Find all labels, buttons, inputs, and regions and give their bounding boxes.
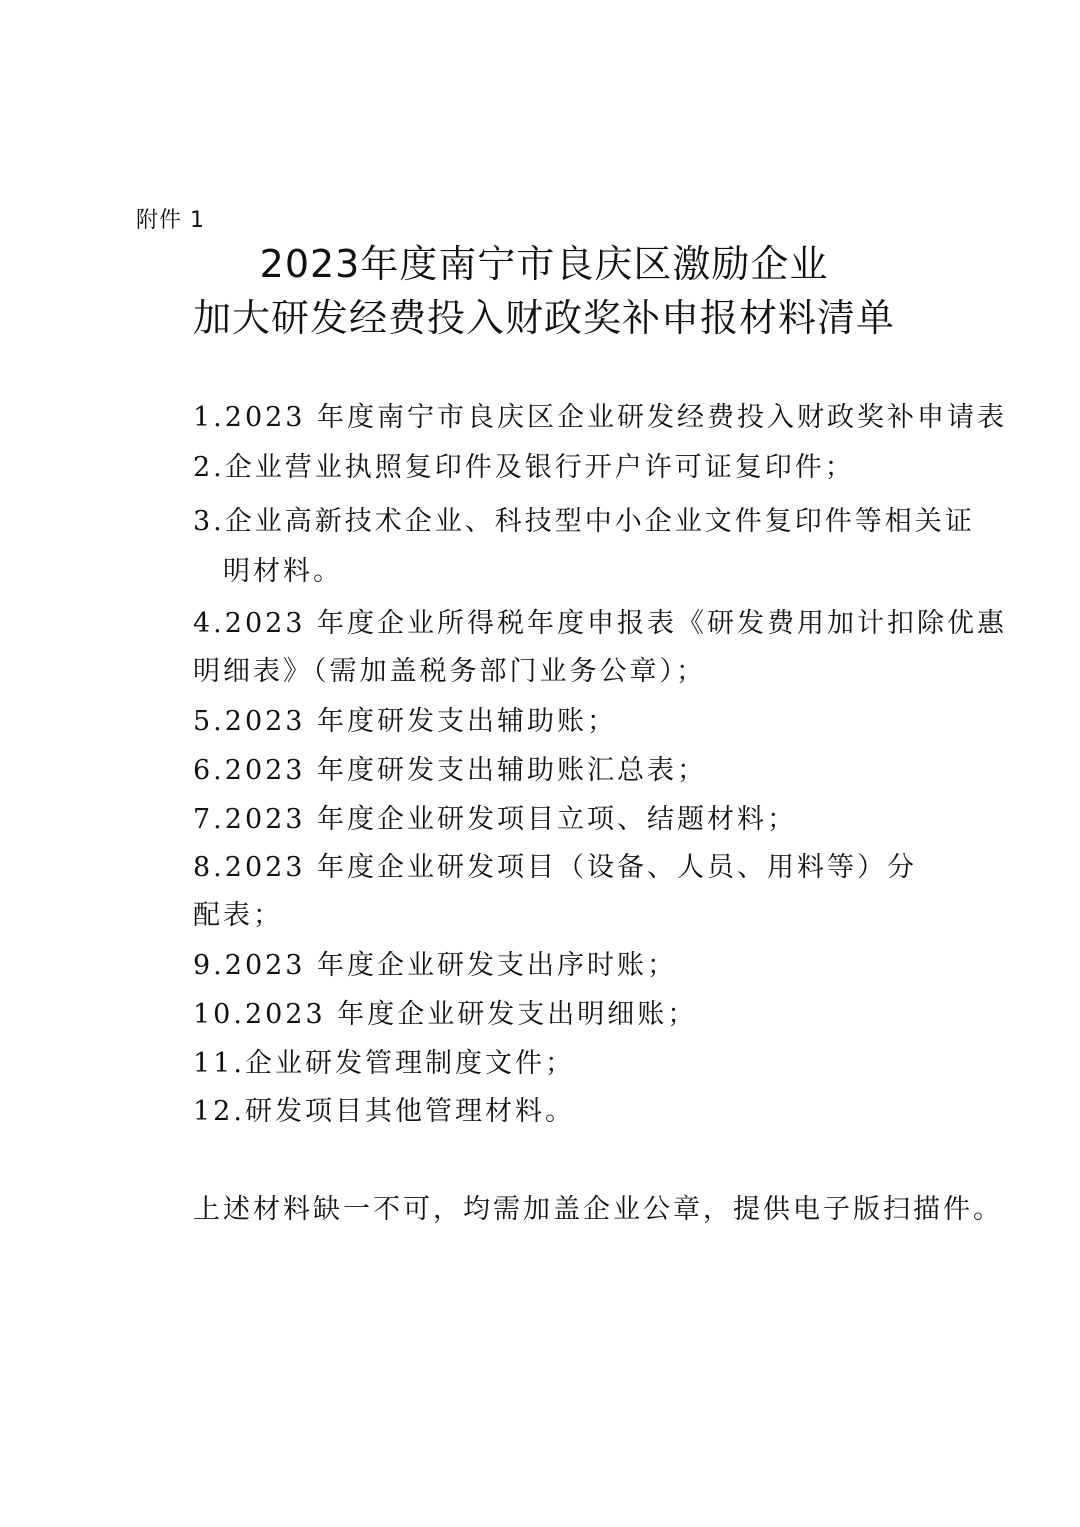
list-item-6: 6.2023 年度研发支出辅助账汇总表； xyxy=(193,755,708,786)
closing-note: 上述材料缺一不可，均需加盖企业公章，提供电子版扫描件。 xyxy=(193,1194,1003,1225)
document-title-line-1: 2023年度南宁市良庆区激励企业 xyxy=(259,242,829,286)
list-item-11: 11.企业研发管理制度文件； xyxy=(193,1048,575,1079)
list-item-3-continued: 明材料。 xyxy=(223,556,343,587)
list-item-4-continued: 明细表》（需加盖税务部门业务公章）； xyxy=(193,656,706,687)
list-item-8: 8.2023 年度企业研发项目（设备、人员、用料等）分 xyxy=(193,852,918,883)
list-item-1: 1.2023 年度南宁市良庆区企业研发经费投入财政奖补申请表 xyxy=(193,402,1008,433)
attachment-label: 附件 1 xyxy=(136,208,205,233)
list-item-12: 12.研发项目其他管理材料。 xyxy=(193,1096,575,1127)
list-item-3: 3.企业高新技术企业、科技型中小企业文件复印件等相关证 xyxy=(193,506,975,537)
list-item-2: 2.企业营业执照复印件及银行开户许可证复印件； xyxy=(193,452,855,483)
list-item-7: 7.2023 年度企业研发项目立项、结题材料； xyxy=(193,804,798,835)
list-item-4: 4.2023 年度企业所得税年度申报表《研发费用加计扣除优惠 xyxy=(193,608,1008,639)
list-item-5: 5.2023 年度研发支出辅助账； xyxy=(193,706,618,737)
list-item-10: 10.2023 年度企业研发支出明细账； xyxy=(193,999,698,1030)
list-item-9: 9.2023 年度企业研发支出序时账； xyxy=(193,950,678,981)
document-title-line-2: 加大研发经费投入财政奖补申报材料清单 xyxy=(192,296,895,340)
list-item-8-continued: 配表； xyxy=(193,900,283,931)
